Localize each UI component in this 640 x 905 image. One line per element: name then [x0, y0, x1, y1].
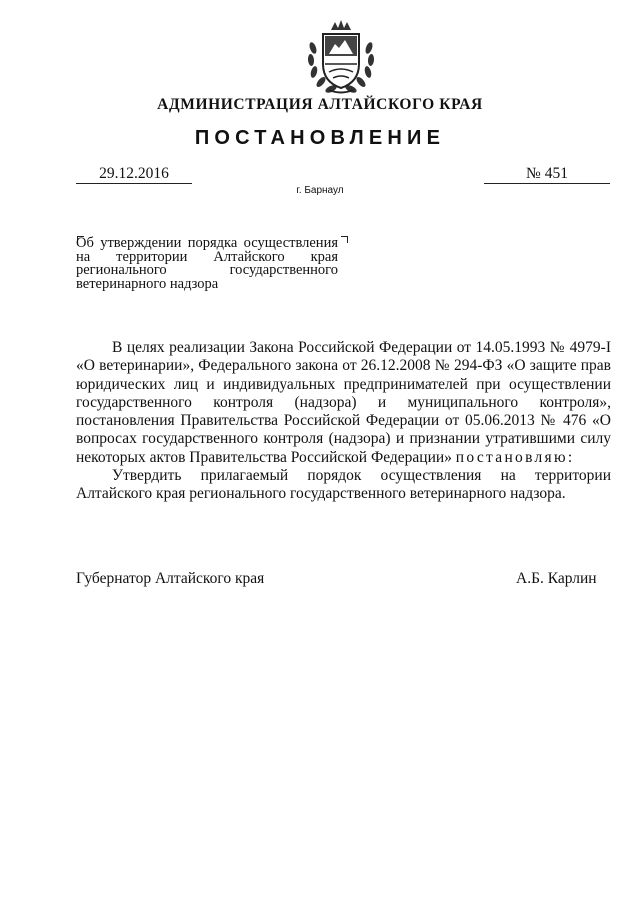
preamble-paragraph	[76, 339, 611, 467]
document-number: № 451	[484, 165, 610, 184]
document-type: ПОСТАНОВЛЕНИЕ	[194, 127, 446, 149]
signatory-name: А.Б. Карлин	[516, 570, 597, 587]
document-city: г. Барнаул	[296, 185, 344, 196]
signatory-title: Губернатор Алтайского края	[76, 570, 265, 587]
decision-paragraph: Утвердить прилагаемый порядок осуществления на территории Алтайского края регионального государственного ветеринарного надзора.	[76, 467, 611, 503]
document-body	[76, 339, 611, 504]
preamble-text: В целях реализации Закона Российской Федерации от 14.05.1993 № 4979-I «О ветеринарии», Федерального закона от 26.12.2008 № 294-ФЗ «О защите прав юридических лиц и индивидуальных предпринимателей при осуществлении государственного контроля (надзора) и муниципального контроля», постановления Правительства Российской Федерации от 05.06.2013 № 476 «О вопросах государственного контроля (надзора) и признании утратившими силу некоторых актов Правительства Российской Федерации»	[76, 339, 611, 466]
document-date: 29.12.2016	[76, 165, 192, 184]
subject-corner-right	[341, 236, 348, 243]
resolve-word: постановляю:	[455, 448, 575, 466]
document-subject: Об утверждении порядка осуществления на территории Алтайского края регионального государственного ветеринарного надзора	[76, 235, 338, 292]
coat-of-arms-icon	[305, 18, 377, 96]
organization-name: АДМИНИСТРАЦИЯ АЛТАЙСКОГО КРАЯ	[157, 96, 483, 113]
